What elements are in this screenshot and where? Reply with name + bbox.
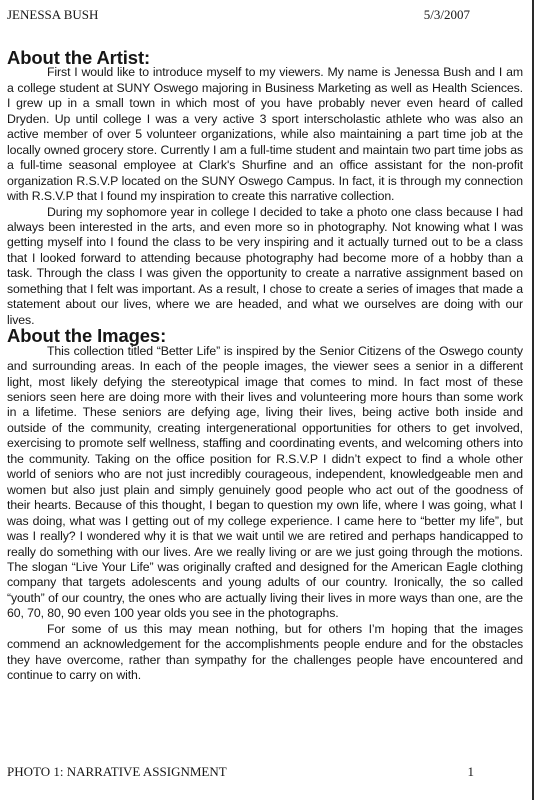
- author-name: JENESSA BUSH: [7, 7, 99, 22]
- document-date: 5/3/2007: [423, 7, 470, 22]
- page-header: [7, 7, 470, 23]
- page-footer: [7, 764, 474, 780]
- section-heading-artist: About the Artist:: [7, 47, 151, 68]
- images-paragraph-1: This collection titled “Better Life” is inspired by the Senior Citizens of the Oswego county and surrounding areas. In each of the people images, the viewer sees a senior in a different light, most likely defying the stereotypical image that comes to mind. In fact most of these seniors seen here are doing more with their lives and volunteering more hours than some work in a lifetime. These seniors are defying age, living their lives, being active both inside and outside of the community, creating intergenerational opportunities for others to get involved, exercising to promote self wellness, staffing and coordinating events, and welcoming others into the community. Taking on the office position for R.S.V.P I didn’t expect to find a whole other world of seniors who are not just incredibly courageous, independent, knowledgeable men and women but also just plain and simply genuinely good people who act out of the goodness of their hearts. Because of this thought, I began to question my own life, where I was going, what I was doing, what was I getting out of my college experience. I came here to “better my life”, but was I really? I wondered why it is that we wait until we are retired and perhaps handicapped to really do something with our lives. Are we really living or are we just going through the motions. The slogan “Live Your Life” was originally crafted and designed for the American Eagle clothing company that targets adolescents and young adults of our country. Ironically, the so called “youth” of our country, the ones who are actually living their lives in more ways than one, are the 60, 70, 80, 90 even 100 year olds you see in the photographs.: [7, 343, 523, 621]
- images-paragraph-2: For some of us this may mean nothing, but for others I’m hoping that the images commend an acknowledgement for the accomplishments people endure and for the obstacles they have overcome, rather than sympathy for the challenges people have encountered and continue to carry on with.: [7, 621, 523, 683]
- artist-paragraph-2: During my sophomore year in college I decided to take a photo one class because I had always been interested in the arts, and even more so in photography. Not knowing what I was getting myself into I found the class to be very inspiring and it actually turned out to be a class that I looked forward to attending because photography had become more of a hobby than a task. Through the class I was given the opportunity to create a narrative assignment based on something that I felt was important. As a result, I chose to create a series of images that made a statement about our lives, where we are headed, and what we ourselves are doing with our lives.: [7, 204, 523, 327]
- assignment-label: PHOTO 1: NARRATIVE ASSIGNMENT: [7, 764, 227, 779]
- section-heading-images: About the Images:: [7, 325, 167, 347]
- page-number: 1: [467, 764, 474, 779]
- document-body: [7, 47, 523, 684]
- artist-paragraph-1: First I would like to introduce myself to my viewers. My name is Jenessa Bush and I am a college student at SUNY Oswego majoring in Business Marketing as well as Health Sciences. I grew up in a small town in which most of you have probably never even heard of called Dryden. Up until college I was a very active 3 sport interscholastic athlete who was also an active member of over 5 volunteer organizations, while also maintaining a part time job at the locally owned grocery store. Currently I am a full-time student and maintain two part time jobs as a full-time seasonal employee at Clark's Shurfine and an office assistant for the non-profit organization R.S.V.P located on the SUNY Oswego Campus. In fact, it is through my connection with R.S.V.P that I found my inspiration to create this narrative collection.: [7, 65, 523, 204]
